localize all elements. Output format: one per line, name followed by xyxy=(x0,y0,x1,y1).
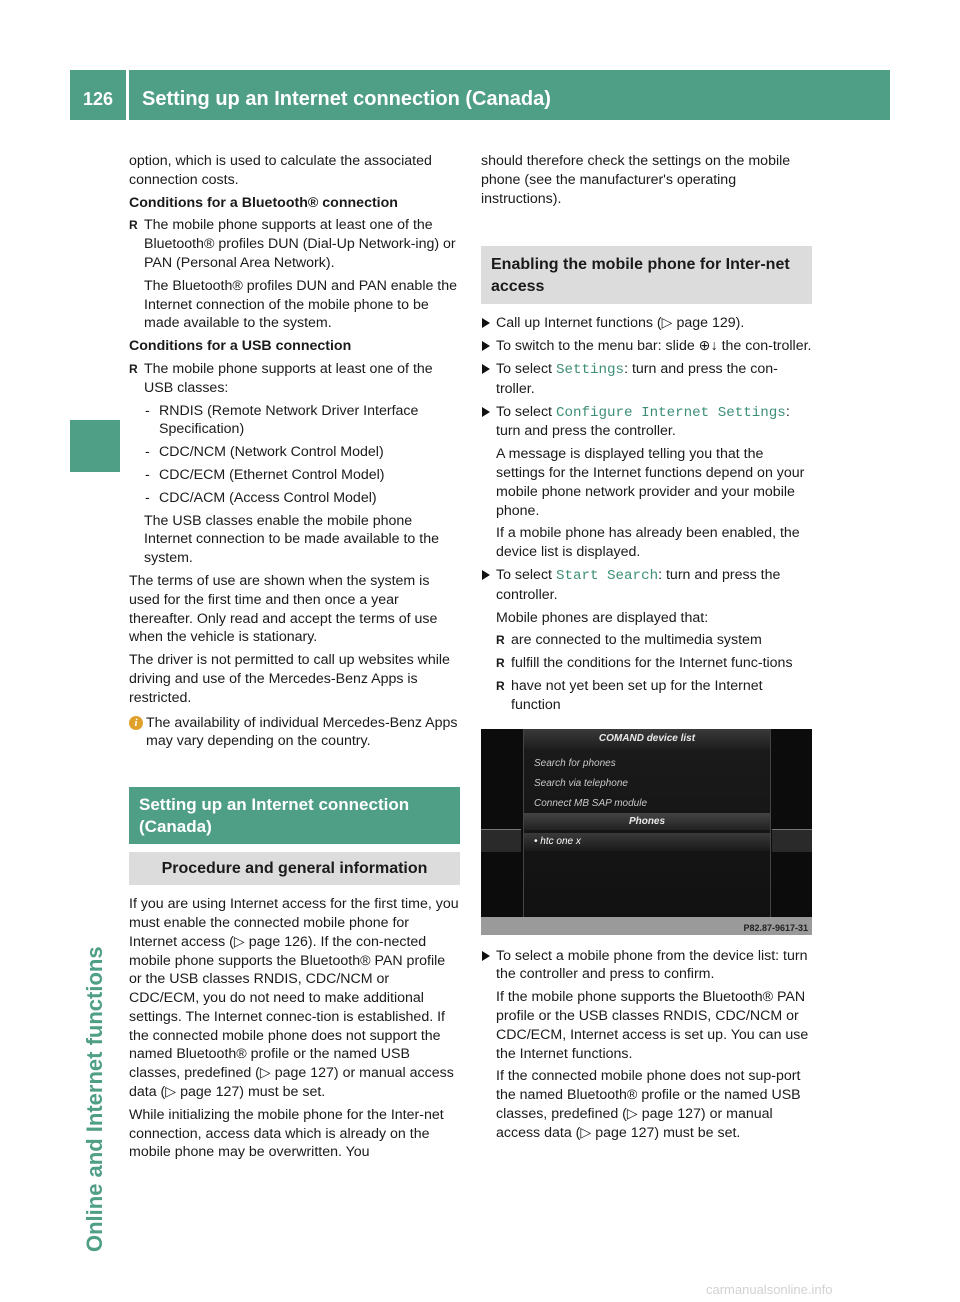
info-icon: i xyxy=(129,716,143,730)
left-column xyxy=(129,152,460,1166)
usb-class-item: - CDC/NCM (Network Control Model) xyxy=(129,443,460,462)
subsection-title: Procedure and general information xyxy=(129,852,460,885)
paragraph: Mobile phones are displayed that: xyxy=(496,609,709,626)
bluetooth-heading: Conditions for a Bluetooth® connection xyxy=(129,194,398,211)
step: To select a mobile phone from the device list: turn the controller and press to confirm. xyxy=(481,947,812,985)
paragraph: option, which is used to calculate the associated connection costs. xyxy=(129,153,432,188)
paragraph: While initializing the mobile phone for the Inter-net connection, access data which is already on the mobile phone may be overwritten. You xyxy=(129,1106,444,1161)
screen-menu-item: Search for phones xyxy=(534,757,616,769)
device-list-panel xyxy=(523,729,771,935)
watermark: carmanualsonline.info xyxy=(706,1282,833,1297)
usb-class-item: - RNDIS (Remote Network Driver Interface Specification) xyxy=(129,402,460,440)
paragraph: If a mobile phone has already been enabled, the device list is displayed. xyxy=(496,525,800,561)
step: To select Settings: turn and press the con-troller. xyxy=(481,360,812,399)
menu-item-start-search: Start Search xyxy=(555,567,659,584)
page-header xyxy=(70,70,890,120)
screen-section: Phones xyxy=(524,813,770,830)
step: To select Configure Internet Settings: turn and press the controller. xyxy=(481,403,812,442)
usb-heading: Conditions for a USB connection xyxy=(129,338,352,355)
right-column xyxy=(481,152,812,1147)
header-divider xyxy=(126,70,129,120)
info-note xyxy=(129,714,460,752)
image-code: P82.87-9617-31 xyxy=(743,922,808,933)
step: To select Start Search: turn and press the controller. xyxy=(481,566,812,605)
paragraph: The driver is not permitted to call up websites while driving and use of the Mercedes-Benz Apps is restricted. xyxy=(129,652,450,706)
section-title: Enabling the mobile phone for Inter-net access xyxy=(481,246,812,304)
usb-class-item: - CDC/ACM (Access Control Model) xyxy=(129,489,460,508)
list-item: R are connected to the multimedia system xyxy=(496,631,812,650)
list-item: R The mobile phone supports at least one of the Bluetooth® profiles DUN (Dial-Up Network-ing) or PAN (Personal Area Network). xyxy=(129,216,460,272)
menu-item-settings: Settings xyxy=(555,361,625,378)
list-item: R fulfill the conditions for the Internet func-tions xyxy=(496,654,812,673)
info-text: The availability of individual Mercedes-Benz Apps may vary depending on the country. xyxy=(146,714,458,750)
list-item: R The mobile phone supports at least one of the USB classes: xyxy=(129,360,460,398)
menu-item-configure: Configure Internet Settings xyxy=(555,404,786,421)
usb-class-item: - CDC/ECM (Ethernet Control Model) xyxy=(129,466,460,485)
paragraph: The terms of use are shown when the system is used for the first time and then once a year thereafter. Only read and accept the terms of use when the vehicle is stationary. xyxy=(129,572,438,646)
screen-menu-item: Search via telephone xyxy=(534,777,628,789)
list-item: R have not yet been set up for the Internet function xyxy=(496,677,812,715)
screen-title: COMAND device list xyxy=(524,729,770,749)
paragraph: should therefore check the settings on the mobile phone (see the manufacturer's operating instructions). xyxy=(481,153,791,207)
section-title: Setting up an Internet connection (Canada) xyxy=(129,787,460,844)
side-tab-label: Online and Internet functions xyxy=(82,946,107,1252)
device-row: • htc one x xyxy=(524,833,770,851)
side-tab-marker xyxy=(70,420,120,472)
page-title: Setting up an Internet connection (Canada) xyxy=(142,88,551,110)
step: To switch to the menu bar: slide ⊕↓ the con-troller. xyxy=(481,337,812,356)
forward-button xyxy=(772,829,812,852)
paragraph: If the connected mobile phone does not sup-port the named Bluetooth® profile or the named USB classes, predefined (▷ page 127) or manual access data (▷ page 127) must be set. xyxy=(496,1068,801,1141)
paragraph: The Bluetooth® profiles DUN and PAN enable the Internet connection of the mobile phone to be made available to the system. xyxy=(144,277,458,332)
paragraph: A message is displayed telling you that the settings for the Internet functions depend on your mobile phone network provider and your mobile phone. xyxy=(496,446,805,519)
back-button xyxy=(481,829,521,852)
device-list-screenshot xyxy=(481,729,812,935)
paragraph: If the mobile phone supports the Bluetooth® PAN profile or the USB classes RNDIS, CDC/NCM or CDC/ECM, Internet access is set up. You can use the Internet functions. xyxy=(496,989,809,1062)
page-number: 126 xyxy=(82,89,114,109)
step: Call up Internet functions (▷ page 129). xyxy=(481,314,812,333)
screen-menu-item: Connect MB SAP module xyxy=(534,797,648,809)
paragraph: The USB classes enable the mobile phone Internet connection to be made available to the system. xyxy=(144,512,439,567)
paragraph: If you are using Internet access for the first time, you must enable the connected mobile phone for Internet access (▷ page 126). If the con-nected mobile phone supports the Bluetooth® PAN profile or the USB classes RNDIS, CDC/NCM or CDC/ECM, you do not need to make additional settings. The Internet connec-tion is established. If the connected mobile phone does not support the named Bluetooth® profile or the named USB classes, predefined (▷ page 127) or manual access data (▷ page 127) must be set. xyxy=(129,896,459,1101)
